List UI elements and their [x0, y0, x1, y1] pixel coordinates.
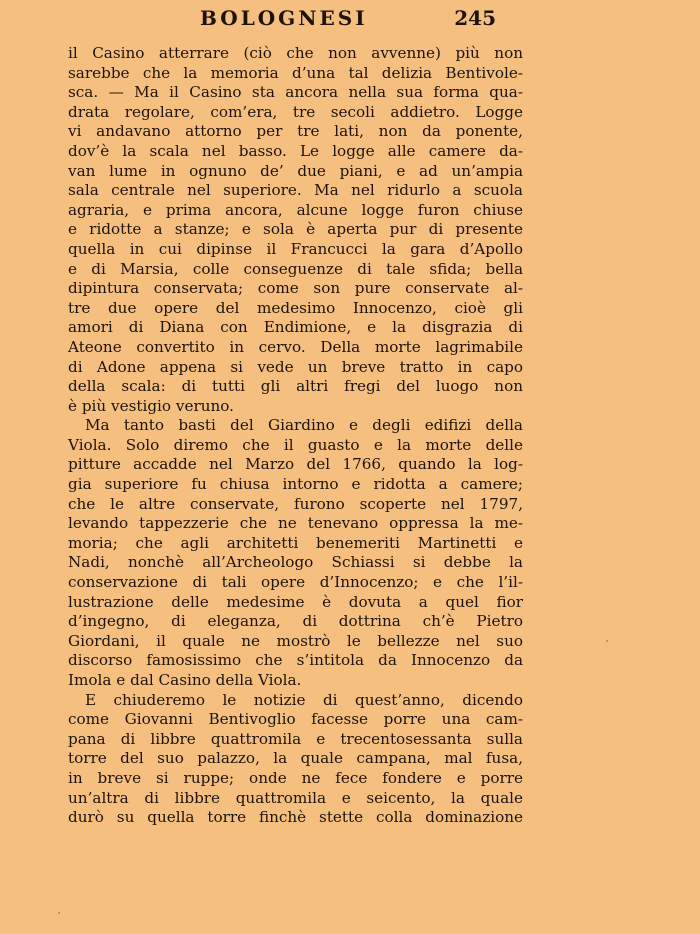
text-line: conservazione di tali opere d’Innocenzo; e che l’il-	[68, 573, 523, 592]
text-line: pana di libbre quattromila e trecentosessanta sulla	[68, 729, 523, 748]
text-line: quella in cui dipinse il Francucci la gara d’Apollo	[68, 239, 523, 258]
text-line: sca. — Ma il Casino sta ancora nella sua forma qua-	[68, 83, 523, 102]
text-line: sarebbe che la memoria d’una tal delizia Bentivole-	[68, 63, 523, 82]
text-line: agraria, e prima ancora, alcune logge furon chiuse	[68, 200, 523, 219]
text-line: amori di Diana con Endimione, e la disgrazia di	[68, 318, 523, 337]
text-line: dov’è la scala nel basso. Le logge alle camere da-	[68, 141, 523, 160]
running-head: BOLOGNESI	[200, 6, 368, 30]
text-line: tre due opere del medesimo Innocenzo, cioè gli	[68, 298, 523, 317]
text-line: lustrazione delle medesime è dovuta a quel fior	[68, 592, 523, 611]
paper-speck	[606, 640, 608, 642]
text-line: Ateone convertito in cervo. Della morte lagrimabile	[68, 337, 523, 356]
text-line: moria; che agli architetti benemeriti Martinetti e	[68, 533, 523, 552]
page-header	[200, 6, 496, 30]
body-text	[68, 44, 523, 828]
text-line: drata regolare, com’era, tre secoli addietro. Logge	[68, 102, 523, 121]
text-line: Giordani, il quale ne mostrò le bellezze nel suo	[68, 631, 523, 650]
text-line: sala centrale nel superiore. Ma nel ridurlo a scuola	[68, 181, 523, 200]
text-line: levando tappezzerie che ne tenevano oppressa la me-	[68, 514, 523, 533]
text-line: come Giovanni Bentivoglio facesse porre una cam-	[68, 710, 523, 729]
text-line: e ridotte a stanze; e sola è aperta pur di presente	[68, 220, 523, 239]
text-line: torre del suo palazzo, la quale campana, mal fusa,	[68, 749, 523, 768]
page-number: 245	[454, 6, 496, 30]
text-line: Viola. Solo diremo che il guasto e la morte delle	[68, 435, 523, 454]
text-line: e di Marsia, colle conseguenze di tale sfida; bella	[68, 259, 523, 278]
paper-speck	[58, 912, 60, 914]
text-line: vi andavano attorno per tre lati, non da ponente,	[68, 122, 523, 141]
text-line: in breve si ruppe; onde ne fece fondere e porre	[68, 768, 523, 787]
text-line: il Casino atterrare (ciò che non avvenne) più non	[68, 44, 523, 62]
text-line: pitture accadde nel Marzo del 1766, quando la log-	[68, 455, 523, 474]
text-line: van lume in ognuno de’ due piani, e ad un’ampia	[68, 161, 523, 180]
text-line: E chiuderemo le notizie di quest’anno, dicendo	[85, 690, 523, 709]
text-line: discorso famosissimo che s’intitola da Innocenzo da	[68, 651, 523, 670]
text-line: dipintura conservata; come son pure conservate al-	[68, 279, 523, 298]
text-line: un’altra di libbre quattromila e seicento, la quale	[68, 788, 523, 807]
text-line: della scala: di tutti gli altri fregi del luogo non	[68, 377, 523, 396]
text-line: gia superiore fu chiusa intorno e ridotta a camere;	[68, 475, 523, 494]
text-line: è più vestigio veruno.	[68, 396, 234, 415]
text-line: durò su quella torre finchè stette colla dominazione	[68, 808, 523, 827]
text-line: Ma tanto basti del Giardino e degli edifizi della	[85, 416, 523, 435]
text-line: d’ingegno, di eleganza, di dottrina ch’è Pietro	[68, 612, 523, 631]
text-line: Nadi, nonchè all’Archeologo Schiassi si debbe la	[68, 553, 523, 572]
text-line: Imola e dal Casino della Viola.	[68, 671, 302, 689]
text-line: che le altre conservate, furono scoperte nel 1797,	[68, 494, 523, 513]
text-line: di Adone appena si vede un breve tratto in capo	[68, 357, 523, 376]
